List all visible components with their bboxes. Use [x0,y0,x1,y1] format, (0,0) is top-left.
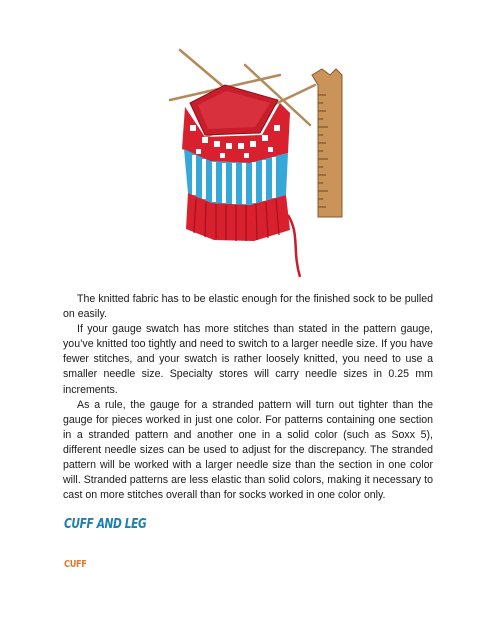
paragraph-1: The knitted fabric has to be elastic enough for the finished sock to be pulled on easily. [63,293,433,321]
body-text [63,292,433,503]
section-heading: CUFF AND LEG [64,517,147,532]
paragraph-2: If your gauge swatch has more stitches than stated in the pattern gauge, you’ve knitted too tightly and need to switch to a larger needle size. If you have fewer stitches, and your swatch is rather loosely knitted, you need to use a smaller needle size. Specialty stores will carry needle sizes in 0.25 mm increments. [63,323,433,396]
knitting-illustration [150,45,360,280]
knitted-sock-illustration [150,45,360,280]
sub-heading: CUFF [64,559,87,570]
ruler-icon [312,69,342,217]
paragraph-3: As a rule, the gauge for a stranded pattern will turn out tighter than the gauge for pieces worked in just one color. For patterns containing one section in a stranded pattern and another one in a solid color (such as Soxx 5), different needle sizes can be used to adjust for the discrepancy. The stranded pattern will be worked with a larger needle size than the section in one color will. Stranded patterns are less elastic than solid colors, making it necessary to cast on more stitches overall than for socks worked in one color only. [63,398,433,502]
